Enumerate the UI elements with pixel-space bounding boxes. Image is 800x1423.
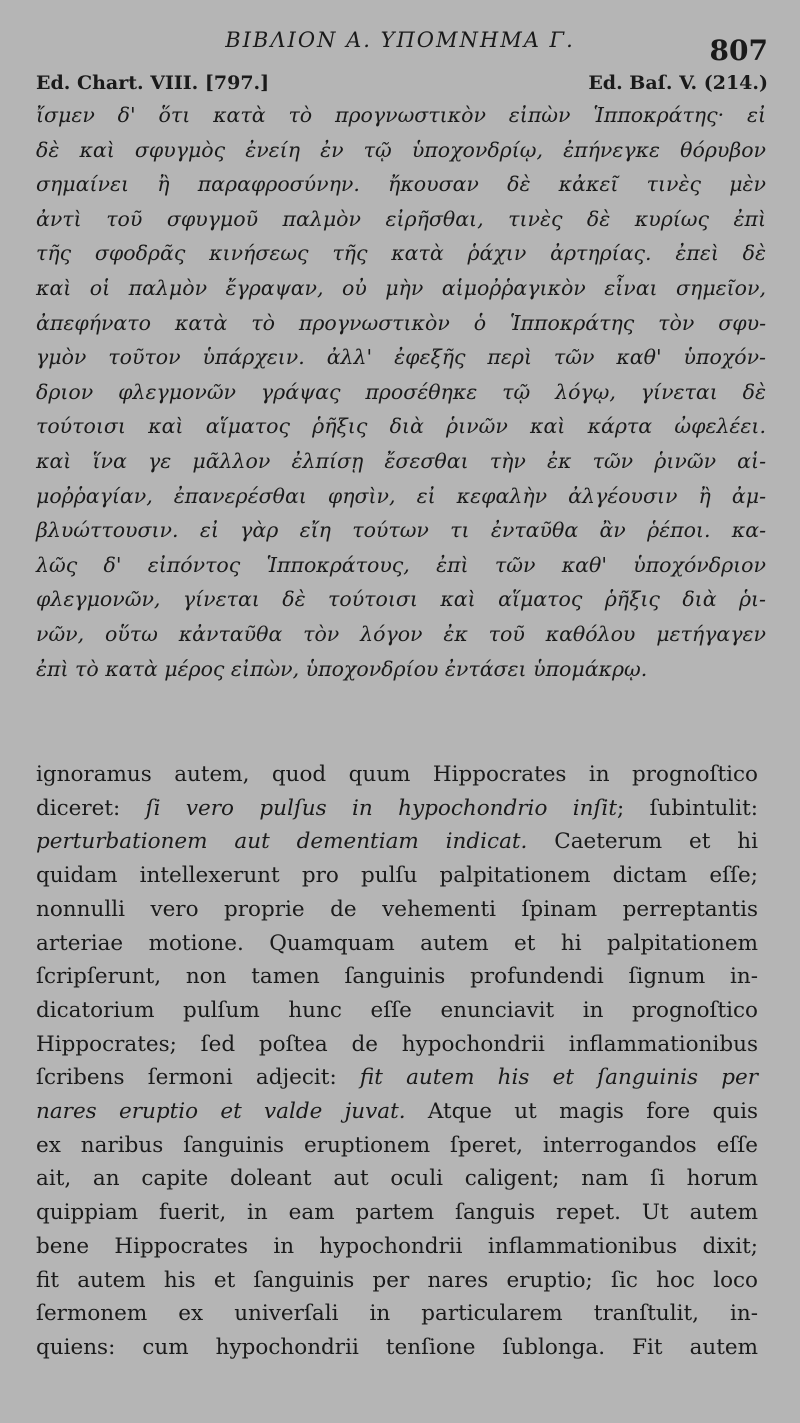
latin-line (36, 792, 758, 826)
greek-line: καὶ ἵνα γε μᾶλλον ἐλπίσῃ ἔσεσθαι τὴν ἐκ τῶν ῥινῶν αἱ- (36, 448, 766, 473)
latin-text: bene Hippocrates in hypochondrii inflammationibus dixit; (36, 1233, 758, 1259)
latin-line (36, 859, 758, 893)
latin-text: ſermonem ex univerſali in particularem tranſtulit, in- (36, 1301, 758, 1327)
greek-line: ἴσμεν δ' ὅτι κατὰ τὸ προγνωστικὸν εἰπὼν Ἱπποκράτης· εἰ (36, 103, 766, 127)
latin-line (36, 960, 758, 994)
latin-text: dicatorium pulſum hunc eſſe enunciavit in prognoſtico (36, 997, 758, 1023)
latin-line (36, 927, 758, 961)
latin-text: arteriae motione. Quamquam autem et hi palpitationem (36, 930, 758, 956)
latin-text: ex naribus ſanguinis eruptionem ſperet, interrogandos eſſe (36, 1132, 758, 1158)
latin-line (36, 1264, 758, 1298)
greek-line: μοῤῥαγίαν, ἐπανερέσθαι φησὶν, εἰ κεφαλὴν ἀλγέουσιν ἢ ἀμ- (36, 483, 766, 508)
latin-text: quippiam fuerit, in eam partem ſanguis repet. Ut autem (36, 1200, 758, 1226)
edition-right: Ed. Baſ. V. (214.) (588, 72, 768, 94)
latin-line (36, 1162, 758, 1196)
latin-text-block (36, 758, 758, 1365)
latin-text: fit autem his et ſanguinis per nares eruptio; ſic hoc loco (36, 1267, 758, 1293)
latin-line (36, 994, 758, 1028)
latin-text: Atque ut magis fore quis (405, 1099, 758, 1125)
latin-line (36, 1230, 758, 1264)
greek-line: δὲ καὶ σφυγμὸς ἐνείη ἐν τῷ ὑποχονδρίῳ, ἐπήνεγκε θόρυβον (36, 137, 766, 162)
latin-text: ; ſubintulit: (616, 795, 759, 821)
latin-line (36, 1061, 758, 1095)
latin-text: Hippocrates; ſed poſtea de hypochondrii inflammationibus (36, 1031, 758, 1057)
greek-line: τούτοισι καὶ αἵματος ῥῆξις διὰ ῥινῶν καὶ κάρτα ὠφελέει. (36, 414, 766, 439)
latin-line (36, 1196, 758, 1230)
greek-line: νῶν, οὕτω κἀνταῦθα τὸν λόγον ἐκ τοῦ καθόλου μετήγαγεν (36, 621, 766, 646)
greek-text-block (36, 98, 766, 686)
greek-line: ἐπὶ τὸ κατὰ μέρος εἰπὼν, ὑποχονδρίου ἐντάσει ὑπομάκρῳ. (36, 656, 648, 681)
latin-text: ſcripſerunt, non tamen ſanguinis profundendi ſignum in- (36, 964, 758, 990)
greek-line: λῶς δ' εἰπόντος Ἱπποκράτους, ἐπὶ τῶν καθ' ὑποχόνδριον (36, 552, 766, 577)
greek-line: ἀντὶ τοῦ σφυγμοῦ παλμὸν εἰρῆσθαι, τινὲς δὲ κυρίως ἐπὶ (36, 206, 766, 231)
latin-text: quiens: cum hypochondrii tenſione ſublonga. Fit autem (36, 1334, 758, 1360)
greek-line: ἀπεφήνατο κατὰ τὸ προγνωστικὸν ὁ Ἱπποκράτης τὸν σφυ- (36, 310, 766, 335)
greek-line: καὶ οἱ παλμὸν ἔγραψαν, οὐ μὴν αἱμοῤῥαγικὸν εἶναι σημεῖον, (36, 275, 766, 300)
latin-text: diceret: (36, 795, 146, 821)
greek-line: βλυώττουσιν. εἰ γὰρ εἴη τούτων τι ἐνταῦθα ἂν ῥέποι. κα- (36, 518, 766, 543)
latin-line (36, 1028, 758, 1062)
latin-text: Caeterum et hi (527, 829, 758, 855)
edition-left: Ed. Chart. VIII. [797.] (36, 72, 270, 94)
running-title: ΒΙΒΛΙΟΝ Α. ΥΠΟΜΝΗΜΑ Γ. (225, 28, 575, 52)
greek-line: φλεγμονῶν, γίνεται δὲ τούτοισι καὶ αἵματος ῥῆξις διὰ ῥι- (36, 587, 766, 612)
edition-line (36, 72, 768, 94)
latin-text: ſcribens ſermoni adjecit: (36, 1065, 360, 1091)
latin-quotation: nares eruptio et valde juvat. (36, 1099, 406, 1125)
latin-line (36, 825, 758, 859)
greek-line: γμὸν τοῦτον ὑπάρχειν. ἀλλ' ἐφεξῆς περὶ τῶν καθ' ὑποχόν- (36, 345, 766, 370)
latin-text: nonnulli vero proprie de vehementi ſpinam perreptantis (36, 896, 758, 922)
latin-text: ait, an capite doleant aut oculi caligent; nam ſi horum (36, 1166, 758, 1192)
latin-text: quidam intellexerunt pro pulſu palpitationem dictam eſſe; (36, 863, 758, 889)
latin-line (36, 893, 758, 927)
latin-quotation: fit autem his et ſanguinis per (359, 1065, 758, 1091)
greek-line: δριον φλεγμονῶν γράψας προσέθηκε τῷ λόγῳ, γίνεται δὲ (36, 379, 766, 404)
greek-line: σημαίνει ἢ παραφροσύνην. ἤκουσαν δὲ κἀκεῖ τινὲς μὲν (36, 172, 766, 197)
page-number: 807 (709, 34, 768, 67)
latin-line (36, 1297, 758, 1331)
latin-line (36, 1129, 758, 1163)
latin-quotation: perturbationem aut dementiam indicat. (36, 829, 528, 855)
latin-line (36, 758, 758, 792)
latin-quotation: ſi vero pulſus in hypochondrio inſit (145, 795, 617, 821)
latin-line (36, 1331, 758, 1365)
latin-line (36, 1095, 758, 1129)
latin-text: ignoramus autem, quod quum Hippocrates in prognoſtico (36, 762, 758, 787)
greek-line: τῆς σφοδρᾶς κινήσεως τῆς κατὰ ῥάχιν ἀρτηρίας. ἐπεὶ δὲ (36, 241, 766, 266)
